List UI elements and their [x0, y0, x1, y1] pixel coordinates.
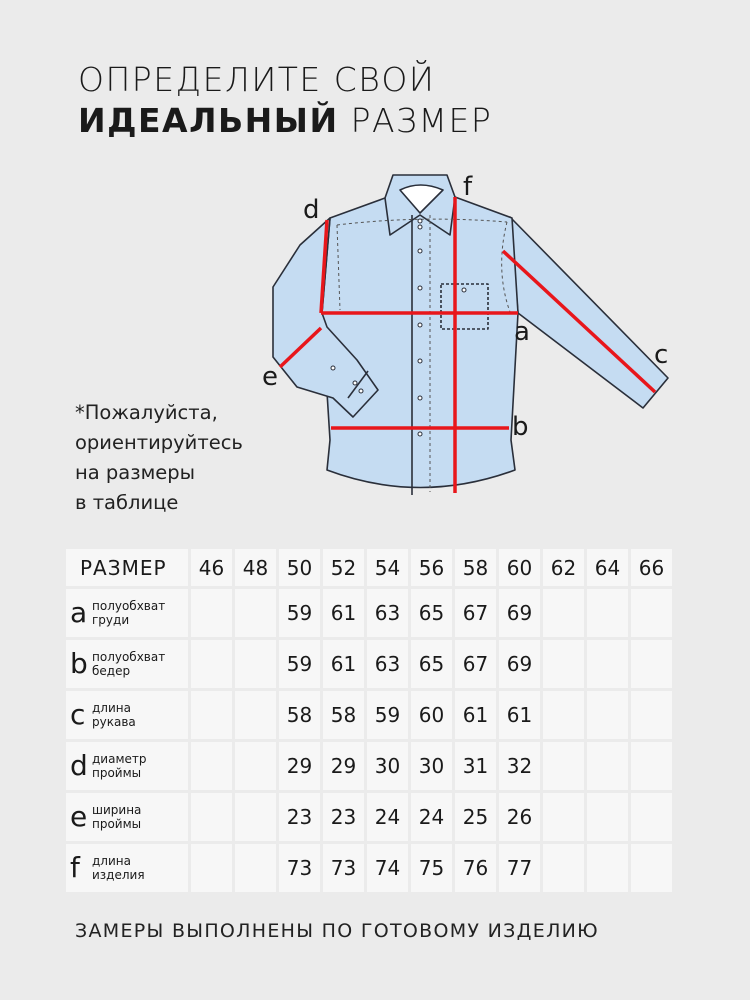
- table-cell: 63: [367, 589, 408, 637]
- table-cell: 73: [279, 844, 320, 892]
- table-cell: [587, 589, 628, 637]
- note-line: в таблице: [75, 491, 179, 514]
- header-size: 54: [367, 549, 408, 586]
- table-cell: 24: [367, 793, 408, 841]
- table-row: [66, 742, 672, 790]
- header-size: 66: [631, 549, 672, 586]
- table-cell: [235, 844, 276, 892]
- row-letter: d: [70, 749, 88, 782]
- row-desc-2: рукава: [92, 715, 136, 729]
- table-row: [66, 691, 672, 739]
- table-cell: [543, 589, 584, 637]
- row-label: [66, 742, 188, 790]
- table-cell: [587, 844, 628, 892]
- table-cell: [543, 844, 584, 892]
- table-cell: 30: [411, 742, 452, 790]
- table-cell: 61: [323, 589, 364, 637]
- note-line: ориентируйтесь: [75, 431, 243, 454]
- table-cell: [587, 691, 628, 739]
- table-cell: [543, 793, 584, 841]
- header-size: 60: [499, 549, 540, 586]
- row-desc-1: длина: [92, 854, 131, 868]
- table-cell: [631, 742, 672, 790]
- label-e: e: [262, 362, 278, 392]
- table-cell: 59: [279, 589, 320, 637]
- table-cell: [235, 640, 276, 688]
- table-cell: 77: [499, 844, 540, 892]
- row-desc: [92, 752, 147, 780]
- shirt-body: [322, 197, 518, 488]
- row-label: [66, 793, 188, 841]
- table-cell: [631, 589, 672, 637]
- table-row: [66, 793, 672, 841]
- table-cell: [543, 640, 584, 688]
- table-cell: [235, 793, 276, 841]
- table-cell: 76: [455, 844, 496, 892]
- label-a: a: [514, 317, 530, 347]
- label-c: c: [654, 340, 669, 370]
- title-bold: ИДЕАЛЬНЫЙ: [78, 101, 339, 140]
- table-cell: [191, 640, 232, 688]
- table-header-row: [66, 549, 672, 586]
- table-cell: 23: [279, 793, 320, 841]
- row-desc-2: проймы: [92, 766, 142, 780]
- note-line: на размеры: [75, 461, 196, 484]
- row-desc-2: груди: [92, 613, 130, 627]
- row-desc-2: проймы: [92, 817, 142, 831]
- header-size: 52: [323, 549, 364, 586]
- table-cell: 61: [455, 691, 496, 739]
- table-row: [66, 589, 672, 637]
- table-cell: [631, 691, 672, 739]
- table-cell: 59: [279, 640, 320, 688]
- header-size: 62: [543, 549, 584, 586]
- table-cell: [543, 742, 584, 790]
- table-cell: 65: [411, 640, 452, 688]
- table-cell: [235, 589, 276, 637]
- table-cell: 29: [323, 742, 364, 790]
- note-line: *Пожалуйста,: [75, 401, 218, 424]
- footer-note: ЗАМЕРЫ ВЫПОЛНЕНЫ ПО ГОТОВОМУ ИЗДЕЛИЮ: [75, 920, 599, 942]
- table-cell: [543, 691, 584, 739]
- table-cell: 61: [323, 640, 364, 688]
- table-cell: 61: [499, 691, 540, 739]
- table-cell: 75: [411, 844, 452, 892]
- note: [75, 398, 243, 518]
- table-cell: 29: [279, 742, 320, 790]
- row-letter: b: [70, 647, 88, 680]
- label-f: f: [463, 172, 473, 202]
- row-letter: c: [70, 698, 86, 731]
- row-desc-1: ширина: [92, 803, 142, 817]
- row-label: [66, 589, 188, 637]
- table-cell: [587, 793, 628, 841]
- row-label: [66, 691, 188, 739]
- header-size: 46: [191, 549, 232, 586]
- row-letter: a: [70, 596, 88, 629]
- header-size: 64: [587, 549, 628, 586]
- row-letter: f: [70, 851, 80, 884]
- table-cell: 24: [411, 793, 452, 841]
- table-cell: 60: [411, 691, 452, 739]
- table-cell: [191, 844, 232, 892]
- table-cell: [191, 691, 232, 739]
- table-cell: 69: [499, 640, 540, 688]
- row-letter: e: [70, 800, 88, 833]
- table-cell: 63: [367, 640, 408, 688]
- table-cell: [191, 742, 232, 790]
- table-cell: 23: [323, 793, 364, 841]
- row-desc-2: бедер: [92, 664, 131, 678]
- header-size-label: РАЗМЕР: [66, 549, 188, 586]
- row-desc: [92, 650, 165, 678]
- row-label: [66, 844, 188, 892]
- header-size: 58: [455, 549, 496, 586]
- row-desc: [92, 803, 141, 831]
- table-cell: [235, 691, 276, 739]
- label-d: d: [303, 195, 320, 225]
- table-cell: 67: [455, 640, 496, 688]
- table-cell: 59: [367, 691, 408, 739]
- table-cell: [631, 793, 672, 841]
- title-rest: РАЗМЕР: [338, 101, 493, 140]
- table-cell: [587, 640, 628, 688]
- table-cell: 30: [367, 742, 408, 790]
- table-row: [66, 640, 672, 688]
- row-desc: [92, 854, 145, 882]
- row-desc-1: полуобхват: [92, 599, 166, 613]
- row-desc: [92, 701, 136, 729]
- table-cell: [587, 742, 628, 790]
- row-desc-1: длина: [92, 701, 131, 715]
- label-b: b: [512, 412, 529, 442]
- table-cell: 58: [323, 691, 364, 739]
- header-size: 56: [411, 549, 452, 586]
- table-cell: [191, 589, 232, 637]
- table-cell: 31: [455, 742, 496, 790]
- size-table: [63, 546, 675, 895]
- title-line-1: ОПРЕДЕЛИТЕ СВОЙ: [78, 60, 436, 99]
- header-size: 48: [235, 549, 276, 586]
- table-cell: 65: [411, 589, 452, 637]
- table-cell: 25: [455, 793, 496, 841]
- header-size: 50: [279, 549, 320, 586]
- table-cell: [235, 742, 276, 790]
- table-cell: 74: [367, 844, 408, 892]
- row-desc-1: полуобхват: [92, 650, 166, 664]
- table-cell: 73: [323, 844, 364, 892]
- row-desc-2: изделия: [92, 868, 145, 882]
- table-cell: [631, 640, 672, 688]
- table-cell: 32: [499, 742, 540, 790]
- row-label: [66, 640, 188, 688]
- table-cell: [631, 844, 672, 892]
- right-sleeve: [510, 217, 668, 408]
- row-desc: [92, 599, 165, 627]
- table-cell: 58: [279, 691, 320, 739]
- table-row: [66, 844, 672, 892]
- table-cell: [191, 793, 232, 841]
- table-cell: 69: [499, 589, 540, 637]
- table-cell: 26: [499, 793, 540, 841]
- table-cell: 67: [455, 589, 496, 637]
- row-desc-1: диаметр: [92, 752, 147, 766]
